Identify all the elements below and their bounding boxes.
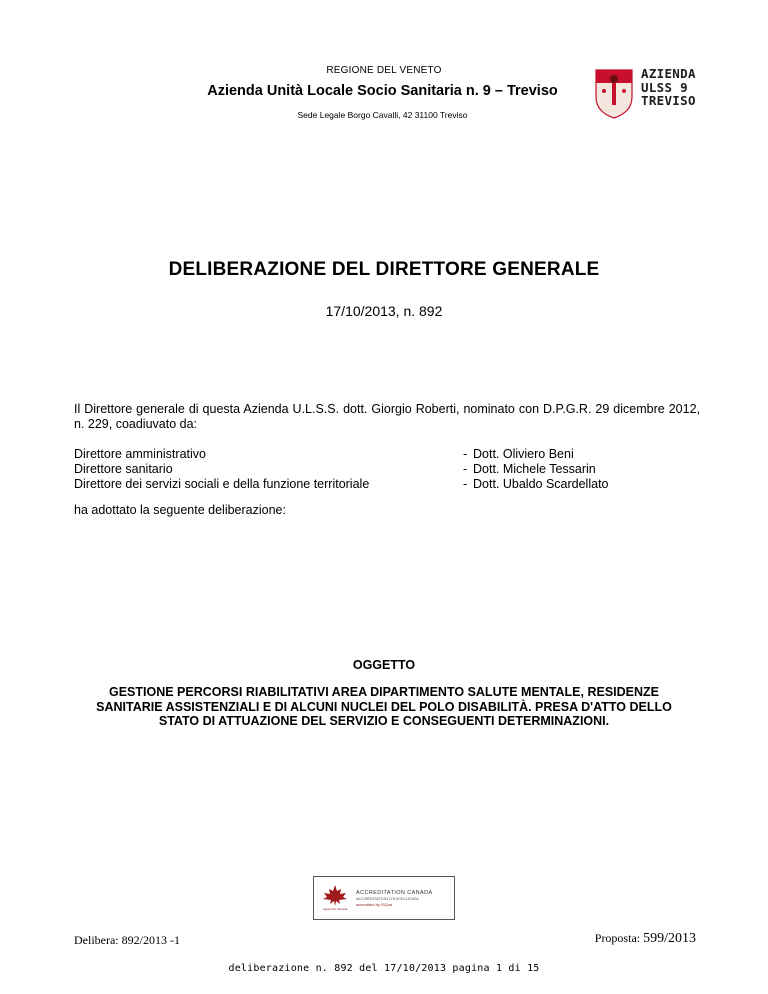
- accreditation-footnote: Agrément Canada: [323, 907, 348, 911]
- footer-delibera: Delibera: 892/2013 -1: [74, 933, 180, 947]
- footer-proposta: [595, 931, 696, 947]
- director-name: Dott. Ubaldo Scardellato: [473, 477, 609, 491]
- proposta-label: Proposta:: [594, 931, 641, 945]
- logo-line: TREVISO: [641, 93, 696, 109]
- director-entry: [463, 462, 609, 477]
- intro-paragraph: Il Direttore generale di questa Azienda U.L.S.S. dott. Giorgio Roberti, nominato con D.P.G.R. 29 dicembre 2012, n. 229, coadiuvato da:: [74, 402, 700, 431]
- director-role: Direttore amministrativo: [74, 447, 206, 461]
- crest-icon: [593, 67, 635, 119]
- dash: -: [463, 447, 468, 461]
- accreditation-line: accredited by ISQua: [356, 902, 393, 907]
- agency-seat: Sede Legale Borgo Cavalli, 42 31100 Treviso: [297, 110, 468, 120]
- logo-line: AZIENDA: [641, 66, 696, 81]
- proposta-value: 599/2013: [643, 931, 696, 946]
- adoption-statement: ha adottato la seguente deliberazione:: [74, 503, 286, 517]
- logo-text: [641, 67, 696, 108]
- agency-name: Azienda Unità Locale Socio Sanitaria n. 9 – Treviso: [207, 83, 558, 99]
- director-entry: [463, 477, 609, 492]
- director-name: Dott. Oliviero Beni: [473, 447, 574, 461]
- director-entry: [463, 447, 609, 462]
- dash: -: [463, 477, 468, 491]
- subject-text: GESTIONE PERCORSI RIABILITATIVI AREA DIPARTIMENTO SALUTE MENTALE, RESIDENZE SANITARIE ASSISTENZIALI E DI ALCUNI NUCLEI DEL POLO DISABILITÀ. PRESA D'ATTO DELLO STATO DI ATTUAZIONE DEL SERVIZIO E CONSEGUENTI DETERMINAZIONI.: [96, 685, 672, 728]
- accreditation-badge: [313, 876, 455, 920]
- logo-line: ULSS 9: [641, 79, 688, 95]
- director-role: Direttore dei servizi sociali e della funzione territoriale: [74, 477, 370, 491]
- region-heading: REGIONE DEL VENETO: [326, 65, 442, 76]
- dash: -: [463, 462, 468, 476]
- subject-label: OGGETTO: [352, 658, 416, 672]
- ulss-logo: [593, 67, 703, 119]
- page-info: deliberazione n. 892 del 17/10/2013 pagina 1 di 15: [228, 963, 540, 974]
- document-title: DELIBERAZIONE DEL DIRETTORE GENERALE: [168, 259, 600, 280]
- document-date: 17/10/2013, n. 892: [325, 303, 443, 319]
- director-names: [463, 447, 609, 492]
- director-name: Dott. Michele Tessarin: [473, 462, 596, 476]
- maple-leaf-icon: [320, 883, 350, 907]
- accreditation-line: ACCRÉDITATION D'EXCELLENZA: [356, 896, 419, 901]
- director-roles: [74, 447, 369, 492]
- accreditation-line: ACCREDITATION CANADA: [356, 890, 433, 896]
- director-role: Direttore sanitario: [74, 462, 173, 476]
